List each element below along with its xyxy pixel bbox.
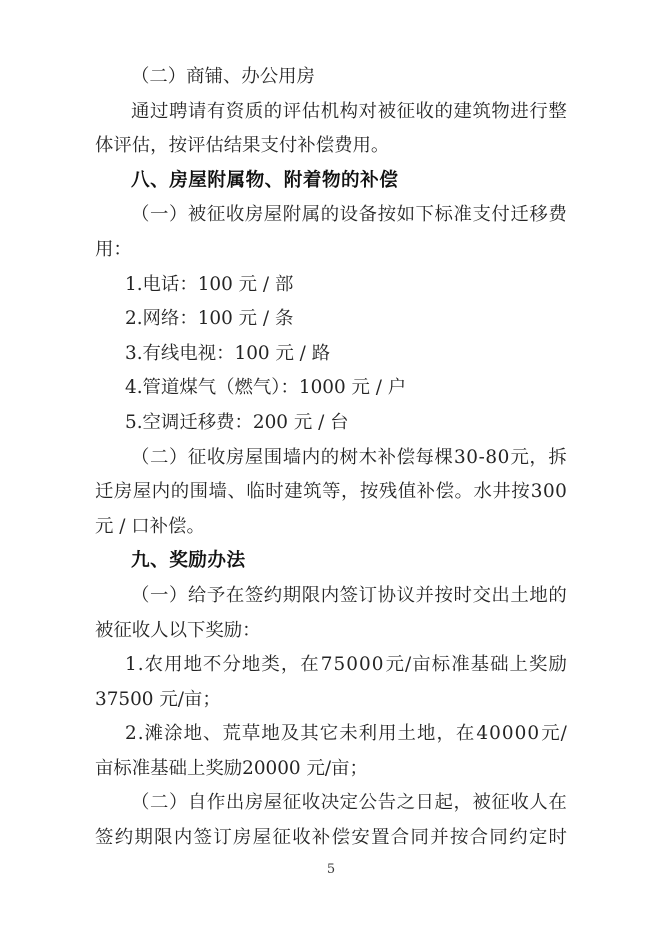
glyph: 被 <box>472 792 491 814</box>
glyph: 在 <box>300 654 319 676</box>
glyph: 安 <box>351 827 370 849</box>
glyph: 对 <box>358 100 378 122</box>
glyph: 物 <box>491 100 510 122</box>
glyph: 荒 <box>222 723 241 745</box>
glyph: 树 <box>339 446 359 468</box>
glyph: 3 <box>454 446 466 468</box>
glyph: ） <box>168 584 188 606</box>
glyph: . <box>137 654 144 676</box>
glyph: 的 <box>320 446 340 468</box>
glyph: 棵 <box>434 446 453 468</box>
glyph: ， <box>436 723 455 745</box>
glyph: 内 <box>151 481 171 503</box>
glyph: 屋 <box>263 792 283 814</box>
glyph: 按 <box>359 481 379 503</box>
glyph: 通 <box>131 100 150 122</box>
glyph: 人 <box>529 792 548 814</box>
glyph: 备 <box>358 204 378 226</box>
glyph: 0 <box>346 654 358 676</box>
glyph: 签 <box>339 584 359 606</box>
glyph: 设 <box>339 204 359 226</box>
glyph: ， <box>453 792 472 814</box>
glyph: 墙 <box>282 446 302 468</box>
glyph: 房 <box>113 481 133 503</box>
glyph: 约 <box>114 827 134 849</box>
glyph: 7 <box>320 654 333 676</box>
glyph: ， <box>529 446 548 468</box>
document-line: 元 / 口补偿。 <box>95 515 205 537</box>
glyph: 聘 <box>168 100 188 122</box>
glyph: 、 <box>227 481 246 503</box>
glyph: 残 <box>378 481 398 503</box>
document-line <box>95 579 567 614</box>
glyph: 按 <box>449 827 469 849</box>
glyph: （ <box>131 446 150 468</box>
glyph: 偿 <box>435 481 454 503</box>
glyph: 公 <box>358 792 378 814</box>
glyph: 属 <box>301 204 321 226</box>
section-heading: 八、房屋附属物、附着物的补偿 <box>131 169 399 191</box>
glyph: 约 <box>509 827 528 849</box>
glyph: 房 <box>225 446 245 468</box>
document-line: 用： <box>95 238 132 260</box>
glyph: 议 <box>396 584 415 606</box>
glyph: 其 <box>300 723 319 745</box>
glyph: 不 <box>203 654 222 676</box>
glyph: 资 <box>225 100 245 122</box>
glyph: 0 <box>501 723 514 745</box>
glyph: 补 <box>416 481 436 503</box>
glyph: 同 <box>489 827 508 849</box>
glyph: 地 <box>241 654 261 676</box>
glyph: 0 <box>542 481 555 503</box>
glyph: （ <box>131 584 150 606</box>
glyph: 用 <box>378 723 397 745</box>
glyph: 屋 <box>132 481 152 503</box>
glyph: ， <box>280 654 300 676</box>
glyph: / <box>405 654 412 676</box>
glyph: 收 <box>206 446 226 468</box>
glyph: 内 <box>173 827 193 849</box>
glyph: 在 <box>225 584 245 606</box>
glyph: 下 <box>415 204 434 226</box>
glyph: ， <box>340 481 360 503</box>
glyph: 征 <box>206 204 226 226</box>
glyph: 建 <box>284 481 303 503</box>
glyph: 付 <box>491 204 510 226</box>
glyph: 移 <box>529 204 548 226</box>
glyph: 构 <box>339 100 359 122</box>
glyph: 告 <box>377 792 396 814</box>
glyph: 按 <box>377 204 396 226</box>
section-heading: 九、奖励办法 <box>131 550 246 572</box>
glyph: 行 <box>529 100 548 122</box>
glyph: 类 <box>261 654 280 676</box>
document-line: 1.电话：100 元 / 部 <box>125 273 294 295</box>
glyph: 置 <box>371 827 390 849</box>
glyph: 地 <box>529 584 548 606</box>
glyph: 有 <box>206 100 226 122</box>
glyph: 建 <box>453 100 472 122</box>
glyph: 限 <box>154 827 173 849</box>
glyph: 井 <box>492 481 511 503</box>
glyph: 订 <box>213 827 232 849</box>
glyph: 按 <box>511 481 530 503</box>
glyph: 用 <box>164 654 183 676</box>
document-line: 3.有线电视：100 元 / 路 <box>125 342 331 364</box>
glyph: 屋 <box>252 827 272 849</box>
glyph: 地 <box>183 723 202 745</box>
glyph: 地 <box>183 654 202 676</box>
glyph: 内 <box>320 584 340 606</box>
glyph: 被 <box>187 204 207 226</box>
glyph: 日 <box>415 792 434 814</box>
glyph: 在 <box>455 723 475 745</box>
glyph: 励 <box>548 654 567 676</box>
glyph: 给 <box>187 584 207 606</box>
glyph: 迁 <box>95 481 114 503</box>
glyph: 被 <box>377 100 396 122</box>
glyph: 标 <box>434 204 453 226</box>
glyph: 的 <box>263 100 283 122</box>
glyph: 0 <box>359 654 371 676</box>
glyph: 0 <box>371 654 384 676</box>
glyph: 请 <box>187 100 207 122</box>
glyph: 农 <box>144 654 164 676</box>
glyph: 如 <box>396 204 415 226</box>
glyph: 奖 <box>529 654 548 676</box>
glyph: 等 <box>322 481 341 503</box>
glyph: ） <box>168 204 188 226</box>
glyph: 定 <box>528 827 548 849</box>
glyph: 分 <box>222 654 241 676</box>
glyph: 未 <box>339 723 358 745</box>
glyph: 费 <box>548 204 567 226</box>
glyph: 础 <box>490 654 509 676</box>
glyph: 临 <box>246 481 265 503</box>
glyph: 的 <box>170 481 190 503</box>
glyph: ） <box>168 792 188 814</box>
glyph: 起 <box>434 792 453 814</box>
glyph: 限 <box>301 584 321 606</box>
glyph: 土 <box>397 723 416 745</box>
glyph: 房 <box>244 204 264 226</box>
glyph: 订 <box>358 584 378 606</box>
document-text-column <box>95 60 567 856</box>
glyph: 木 <box>358 446 378 468</box>
glyph: 估 <box>301 100 321 122</box>
glyph: 偿 <box>396 446 415 468</box>
glyph: 0 <box>497 446 510 468</box>
glyph: 签 <box>193 827 212 849</box>
glyph: 附 <box>282 204 302 226</box>
glyph: 支 <box>472 204 491 226</box>
glyph: 墙 <box>208 481 227 503</box>
glyph: 补 <box>311 827 331 849</box>
glyph: 内 <box>301 446 321 468</box>
glyph: 土 <box>510 584 529 606</box>
glyph: 准 <box>451 654 470 676</box>
glyph: 筑 <box>303 481 322 503</box>
glyph: 滩 <box>144 723 164 745</box>
glyph: 标 <box>431 654 451 676</box>
glyph: 。 <box>454 481 473 503</box>
glyph: 房 <box>233 827 252 849</box>
document-line <box>95 198 567 233</box>
glyph: 0 <box>466 446 478 468</box>
document-line <box>95 648 567 683</box>
glyph: 8 <box>485 446 498 468</box>
glyph: / <box>560 723 567 745</box>
glyph: 迁 <box>510 204 529 226</box>
glyph: 作 <box>206 792 226 814</box>
glyph: . <box>137 723 144 745</box>
glyph: 筑 <box>472 100 491 122</box>
glyph: 收 <box>510 792 529 814</box>
glyph: 的 <box>320 204 340 226</box>
glyph: 2 <box>125 723 137 745</box>
glyph: 期 <box>134 827 153 849</box>
document-line: （二）商铺、办公用房 <box>131 66 315 87</box>
glyph: 出 <box>491 584 510 606</box>
glyph: 水 <box>473 481 492 503</box>
glyph: 过 <box>149 100 169 122</box>
glyph: 的 <box>548 584 567 606</box>
glyph: 5 <box>333 654 346 676</box>
glyph: 协 <box>377 584 396 606</box>
glyph: 收 <box>415 100 434 122</box>
glyph: 基 <box>470 654 490 676</box>
glyph: 的 <box>434 100 453 122</box>
glyph: - <box>478 446 485 468</box>
glyph: 按 <box>434 584 453 606</box>
glyph: （ <box>131 792 150 814</box>
glyph: 并 <box>430 827 449 849</box>
glyph: 元 <box>541 723 560 745</box>
glyph: 地 <box>261 723 280 745</box>
glyph: 元 <box>510 446 529 468</box>
glyph: 草 <box>241 723 261 745</box>
glyph: 它 <box>319 723 339 745</box>
glyph: 偿 <box>331 827 351 849</box>
glyph: 3 <box>530 481 543 503</box>
glyph: 签 <box>95 827 114 849</box>
document-line: 被征收人以下奖励： <box>95 619 261 641</box>
glyph: 定 <box>339 792 359 814</box>
glyph: 整 <box>548 100 567 122</box>
glyph: 房 <box>244 792 264 814</box>
glyph: 收 <box>301 792 321 814</box>
glyph: 决 <box>320 792 340 814</box>
glyph: 、 <box>203 723 222 745</box>
glyph: 征 <box>282 792 302 814</box>
document-line <box>95 95 567 130</box>
glyph: 4 <box>476 723 489 745</box>
glyph: 征 <box>272 827 291 849</box>
glyph: 1 <box>125 654 137 676</box>
glyph: 一 <box>149 584 169 606</box>
glyph: 围 <box>189 481 209 503</box>
glyph: 合 <box>469 827 489 849</box>
glyph: 时 <box>453 584 472 606</box>
glyph: 时 <box>265 481 284 503</box>
glyph: 交 <box>472 584 491 606</box>
glyph: 上 <box>509 654 528 676</box>
glyph: 签 <box>244 584 264 606</box>
glyph: 收 <box>292 827 311 849</box>
glyph: 收 <box>225 204 245 226</box>
glyph: 同 <box>410 827 429 849</box>
glyph: 屋 <box>244 446 264 468</box>
glyph: 二 <box>149 792 169 814</box>
glyph: 予 <box>206 584 226 606</box>
glyph: 0 <box>489 723 501 745</box>
glyph: 约 <box>263 584 283 606</box>
glyph: 进 <box>510 100 529 122</box>
glyph: 期 <box>282 584 302 606</box>
glyph: 征 <box>187 446 207 468</box>
glyph: 合 <box>390 827 410 849</box>
document-line <box>95 441 567 476</box>
glyph: 一 <box>149 204 169 226</box>
glyph: 自 <box>187 792 207 814</box>
page-number: 5 <box>326 862 336 877</box>
glyph: 地 <box>417 723 436 745</box>
glyph: 征 <box>491 792 510 814</box>
glyph: 涂 <box>164 723 183 745</box>
glyph: 及 <box>280 723 300 745</box>
glyph: 0 <box>555 481 567 503</box>
document-line: 5.空调迁移费：200 元 / 台 <box>125 411 349 433</box>
document-line: 4.管道煤气（燃气）：1000 元 / 户 <box>125 377 407 399</box>
glyph: 征 <box>396 100 415 122</box>
glyph: （ <box>131 204 150 226</box>
glyph: 并 <box>415 584 434 606</box>
glyph: 出 <box>225 792 245 814</box>
document-line <box>95 717 567 752</box>
glyph: 围 <box>263 446 283 468</box>
glyph: 质 <box>244 100 264 122</box>
document-line: 体评估，按评估结果支付补偿费用。 <box>95 135 390 157</box>
document-line: 亩标准基础上奖励20000 元/亩； <box>95 757 368 779</box>
glyph: 元 <box>385 654 404 676</box>
glyph: 在 <box>548 792 567 814</box>
glyph: 补 <box>377 446 396 468</box>
glyph: 亩 <box>412 654 431 676</box>
document-line: 37500 元/亩； <box>95 688 221 710</box>
glyph: 之 <box>396 792 415 814</box>
document-line: 2.网络：100 元 / 条 <box>125 308 294 330</box>
document-line <box>95 821 567 856</box>
glyph: 屋 <box>263 204 283 226</box>
glyph: 机 <box>320 100 340 122</box>
glyph: 评 <box>282 100 302 122</box>
document-line <box>95 475 567 510</box>
glyph: 值 <box>397 481 417 503</box>
glyph: 0 <box>527 723 540 745</box>
glyph: 利 <box>358 723 378 745</box>
glyph: 二 <box>149 446 169 468</box>
glyph: ） <box>168 446 188 468</box>
glyph: 每 <box>415 446 434 468</box>
glyph: 准 <box>453 204 472 226</box>
glyph: 0 <box>514 723 527 745</box>
glyph: 时 <box>548 827 567 849</box>
glyph: 拆 <box>548 446 567 468</box>
document-line <box>95 786 567 821</box>
